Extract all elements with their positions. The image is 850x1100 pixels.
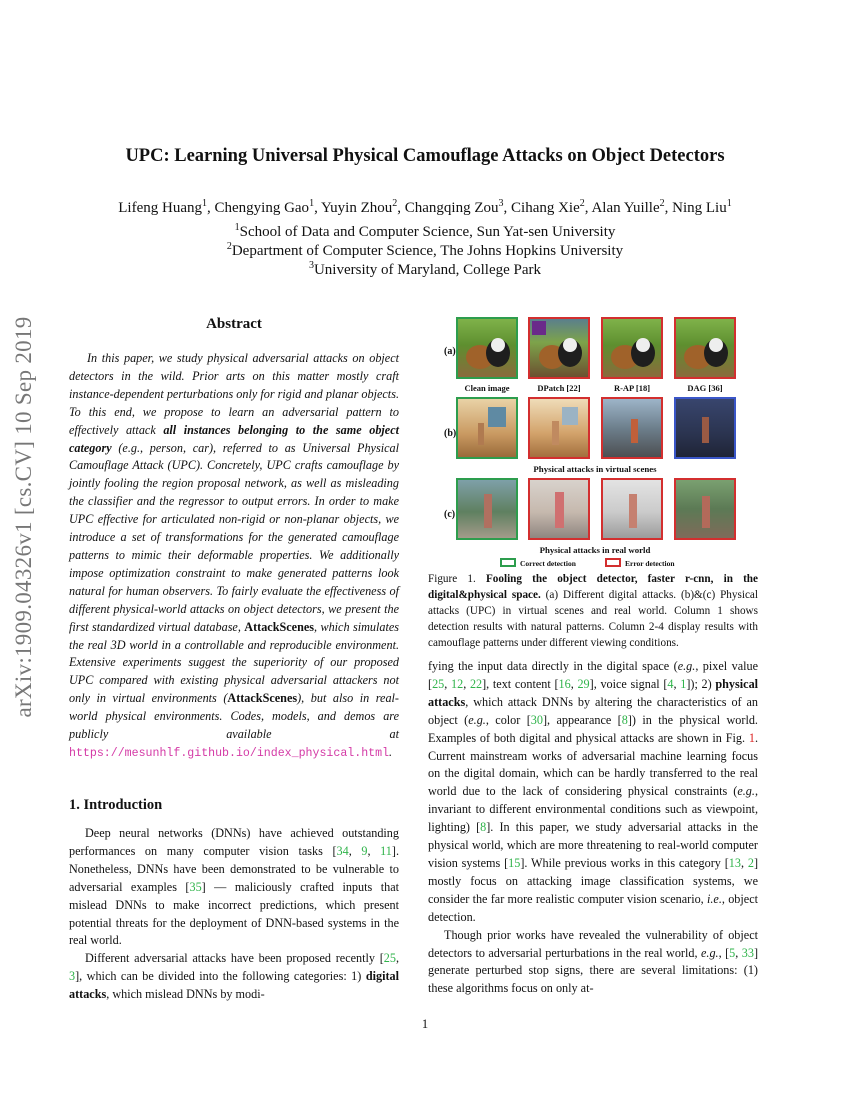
affiliation-3: $^3$University of Maryland, College Park <box>308 260 542 278</box>
figure-tile-a4-dag <box>674 317 736 379</box>
author-name: Chengying Gao <box>214 200 310 216</box>
italic-term: e.g. <box>700 945 719 960</box>
citation-link[interactable]: 16 <box>558 676 571 691</box>
figure-tile-c4 <box>674 478 736 540</box>
citation-link[interactable]: 15 <box>508 855 521 870</box>
citation-link[interactable]: 25 <box>383 951 396 966</box>
citation-link[interactable]: 30 <box>530 712 543 727</box>
italic-term: e.g. <box>737 784 755 799</box>
citation-link[interactable]: 34 <box>336 843 349 858</box>
section-heading-introduction: 1. Introduction <box>69 797 163 813</box>
paper-title: UPC: Learning Universal Physical Camouflage Attacks on Object Detectors <box>125 146 725 166</box>
figure-tile-c1 <box>456 478 518 540</box>
legend-correct-label: Correct detection <box>520 559 576 568</box>
arxiv-identifier <box>4 295 44 740</box>
figure-tile-b3 <box>601 397 663 459</box>
figure-reference-link[interactable]: 1 <box>748 730 755 745</box>
citation-link[interactable]: 22 <box>469 676 483 691</box>
column-label-clean: Clean image <box>464 383 510 393</box>
author-affiliation-mark: 1 <box>309 198 315 209</box>
citation-link[interactable]: 3 <box>69 969 76 984</box>
row-label-b: (b) <box>444 428 457 439</box>
affiliation-1: $^1$School of Data and Computer Science, Sun Yat-sen University <box>234 222 616 240</box>
figure-tile-a3-rap <box>601 317 663 379</box>
figure-tile-c3 <box>601 478 663 540</box>
intro-paragraph-2: Different adversarial attacks have been proposed recently [25, 3], which can be divided into the following categories: 1) digital attacks, which mislead DNNs by modi- <box>69 951 399 1002</box>
author-name: Alan Yuille <box>591 200 660 216</box>
figure-tile-b1 <box>456 397 518 459</box>
column-label-rap: R-AP [18] <box>613 383 651 393</box>
figure-tile-b2 <box>528 397 590 459</box>
figure-1-caption: Figure 1. Fooling the object detector, faster r-cnn, in the digital&physical space. (a) Different digital attacks. (b)&(c) Physical attacks (UPC) in virtual scenes and real world. Column 1 shows detection results with natural patterns. Column 2-4 display results with camouflage patterns under different viewing conditions. <box>428 573 758 649</box>
italic-term: e.g. <box>468 712 486 727</box>
figure-tile-c2 <box>528 478 590 540</box>
legend-error-swatch <box>605 558 621 567</box>
abstract-body: In this paper, we study physical adversarial attacks on object detectors in the wild. Prior arts on this matter mostly craft instance-dependent perturbations only for rigid and planar objects. To this end, we propose to learn an adversarial pattern to effectively attack all instances belonging to the same object category (e.g., person, car), referred to as Universal Physical Camouflage Attack (UPC). Concretely, UPC crafts camouflage by jointly fooling the region proposal network, as well as misleading the classifier and the regressor to output errors. In order to make UPC effective for articulated non-rigid or non-planar objects, we introduce a set of transformations for the generated camouflage patterns to mimic their deformable properties. We additionally impose optimization constraint to make generated patterns look natural for human observers. To fairly evaluate the effectiveness of different physical-world attacks on object detectors, we present the first standardized virtual database, AttackScenes, which simulates the real 3D world in a controllable and reproducible environment. Extensive experiments suggest the superiority of our proposed UPC compared with existing physical adversarial attackers not only in virtual environments (AttackScenes), but also in real-world physical environments. Codes, models, and demos are publicly available at https://mesunhlf.github.io/index_physical.html. <box>69 351 399 760</box>
citation-link[interactable]: 8 <box>621 712 628 727</box>
citation-link[interactable]: 1 <box>680 676 687 691</box>
legend-correct-swatch <box>500 558 516 567</box>
row-label-c: (c) <box>444 509 456 520</box>
arxiv-identifier-text: arXiv:1909.04326v1 [cs.CV] 10 Sep 2019 <box>11 316 36 718</box>
citation-link[interactable]: 25 <box>432 676 445 691</box>
affiliation-2: $^2$Department of Computer Science, The Johns Hopkins University <box>226 241 624 259</box>
page-number: 1 <box>421 1017 429 1031</box>
bold-term: physical attacks <box>428 676 759 709</box>
citation-link[interactable]: 9 <box>361 843 368 858</box>
citation-link[interactable]: 13 <box>728 855 741 870</box>
group-label-virtual: Physical attacks in virtual scenes <box>533 464 657 474</box>
author-name: Ning Liu <box>672 200 727 216</box>
row-label-a: (a) <box>444 346 456 357</box>
citation-link[interactable]: 8 <box>480 820 487 835</box>
column-label-dpatch: DPatch [22] <box>537 383 581 393</box>
figure-tile-a2-dpatch <box>528 317 590 379</box>
author-name: Yuyin Zhou <box>321 200 393 216</box>
intro-paragraph-3: fying the input data directly in the digital space (e.g., pixel value [25, 12, 22], text content [16, 29], voice signal [4, 1]); 2) physical attacks, which attack DNNs by altering the characteristics of an object (e.g., color [30], appearance [8]) in the physical world. Examples of both digital and physical attacks are shown in Fig. 1. Current mainstream works of adversarial machine learning focus on the digital domain, which can be hardly transferred to the real world due to the lack of considering physical constraints (e.g., invariant to different environmental conditions such as viewpoint, lighting) [8]. In this paper, we study adversarial attacks in the physical world, which are more threatening to real-world computer vision systems [15]. While previous works in this category [13, 2] mostly focus on attacking image classification systems, we consider the far more realistic computer vision scenario, i.e., object detection. <box>428 659 759 924</box>
intro-right-column <box>428 658 758 998</box>
italic-term: i.e. <box>707 891 722 906</box>
author-affiliation-mark: 2 <box>579 198 585 209</box>
group-label-real-world: Physical attacks in real world <box>539 545 651 555</box>
italic-term: e.g. <box>677 659 696 673</box>
author-name: Lifeng Huang <box>118 200 202 216</box>
code-link[interactable]: https://mesunhlf.github.io/index_physical.html <box>69 746 390 760</box>
bold-term: digital attacks <box>69 969 399 1002</box>
author-affiliation-mark: 2 <box>659 198 665 209</box>
author-name: Cihang Xie <box>511 200 580 216</box>
citation-link[interactable]: 2 <box>747 855 754 870</box>
author-affiliation-mark: 1 <box>201 198 207 209</box>
author-affiliation-mark: 3 <box>498 198 504 209</box>
intro-paragraph-1: Deep neural networks (DNNs) have achieved outstanding performances on many computer vision tasks [34, 9, 11]. Nonetheless, DNNs have been demonstrated to be vulnerable to adversarial examples [35] — maliciously crafted inputs that mislead DNNs to make incorrect predictions, which present potential threats for the deployment of DNN-based systems in the real world. <box>69 826 400 948</box>
citation-link[interactable]: 5 <box>729 945 736 960</box>
citation-link[interactable]: 4 <box>667 676 674 691</box>
citation-link[interactable]: 12 <box>451 676 464 691</box>
figure-tile-a1-clean <box>456 317 518 379</box>
figure-tile-b4 <box>674 397 736 459</box>
citation-link[interactable]: 33 <box>741 945 754 960</box>
author-name: Changqing Zou <box>404 200 499 216</box>
citation-link[interactable]: 11 <box>380 843 392 858</box>
citation-link[interactable]: 35 <box>189 879 202 894</box>
column-label-dag: DAG [36] <box>687 383 723 393</box>
abstract-heading: Abstract <box>206 316 262 332</box>
intro-left-column <box>69 825 399 1004</box>
author-affiliation-mark: 1 <box>726 198 732 209</box>
intro-paragraph-4: Though prior works have revealed the vulnerability of object detectors to adversarial perturbations in the real world, e.g., [5, 33] generate perturbed stop signs, there are several limitations: (1) these algorithms focus on only at- <box>428 927 758 996</box>
figure-1 <box>440 316 760 570</box>
author-affiliation-mark: 2 <box>392 198 398 209</box>
legend-error-label: Error detection <box>625 559 675 568</box>
citation-link[interactable]: 29 <box>577 676 590 691</box>
author-list: Lifeng Huang$^1$, Chengying Gao$^1$, Yuyin Zhou$^2$, Changqing Zou$^3$, Cihang Xie$^2$, Alan Yuille$^2$, Ning Liu$^1$ <box>118 198 732 216</box>
